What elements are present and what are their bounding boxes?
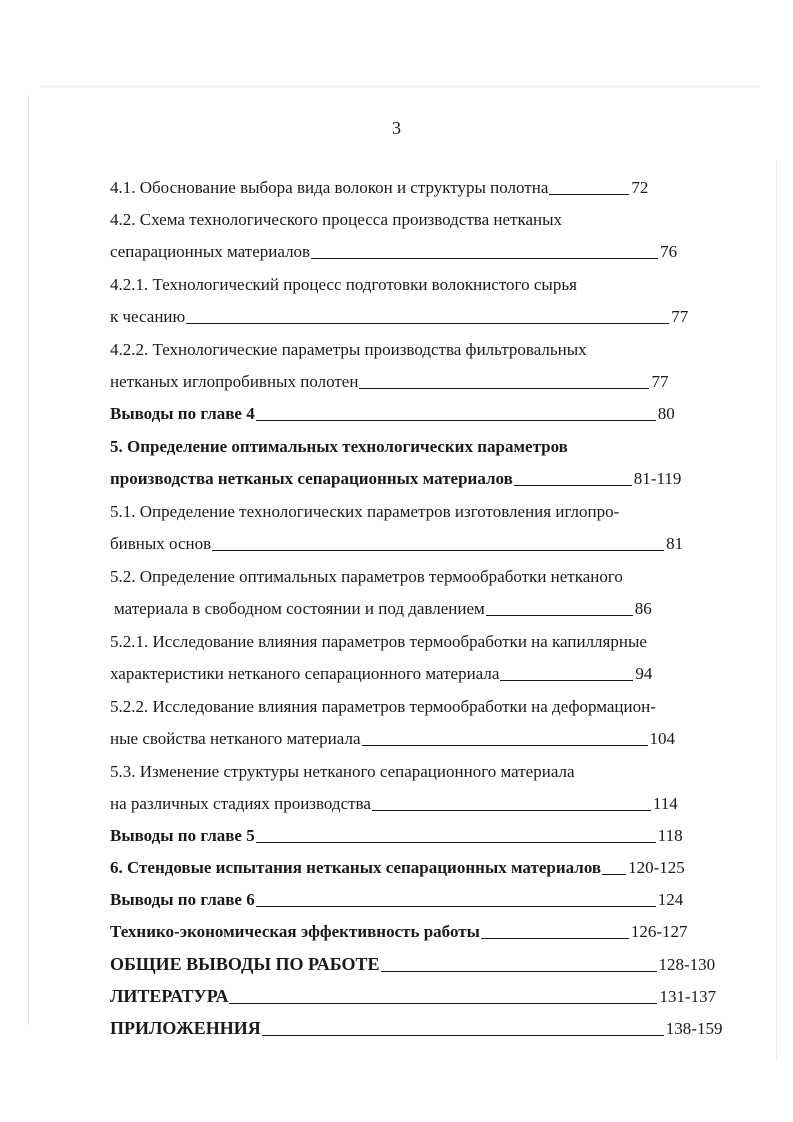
toc-entry-title: Технико-экономическая эффективность работы <box>110 922 480 941</box>
toc-entry-page: 128-130 <box>658 955 716 974</box>
toc-entry-page: 120-125 <box>628 858 685 877</box>
page-number: 3 <box>392 118 401 138</box>
dot-leader <box>256 906 656 907</box>
toc-entry <box>110 403 675 425</box>
toc-entry <box>110 985 716 1008</box>
toc-entry-title: материала в свободном состоянии и под давлением <box>114 599 485 618</box>
dot-leader <box>262 1035 664 1036</box>
toc-entry-title: 4.2. Схема технологического процесса производства нетканых <box>110 210 563 229</box>
dot-leader <box>481 938 629 939</box>
toc-entry-title: нетканых иглопробивных полотен <box>110 372 359 391</box>
dot-leader <box>381 971 657 972</box>
toc-entry <box>110 953 715 976</box>
dot-leader <box>359 388 649 389</box>
toc-entry <box>110 533 683 555</box>
toc-entry-page: 104 <box>649 729 676 748</box>
toc-entry <box>110 468 681 490</box>
toc-entry-page: 124 <box>657 890 684 909</box>
toc-entry <box>110 177 648 199</box>
toc-entry-title: 5.1. Определение технологических параметров изготовления иглопро- <box>110 502 620 521</box>
dot-leader <box>549 194 629 195</box>
toc-entry-title: ПРИЛОЖЕННИЯ <box>110 1018 261 1038</box>
toc-entry-title: 4.2.2. Технологические параметры производства фильтровальных <box>110 340 587 359</box>
toc-entry-title: Выводы по главе 4 <box>110 404 255 423</box>
toc-entry <box>110 793 678 815</box>
toc-entry-title: производства нетканых сепарационных материалов <box>110 469 513 488</box>
dot-leader <box>486 615 633 616</box>
toc-entry-title: 5. Определение оптимальных технологических параметров <box>110 437 568 456</box>
toc-entry-page: 114 <box>652 794 678 813</box>
toc-entry-title: на различных стадиях производства <box>110 794 371 813</box>
toc-entry-page: 77 <box>671 307 689 326</box>
toc-entry-page: 81 <box>666 534 684 553</box>
dot-leader <box>372 810 651 811</box>
toc-entry <box>110 241 677 263</box>
dot-leader <box>362 745 648 746</box>
toc-entry-title: 6. Стендовые испытания нетканых сепарационных материалов <box>110 858 602 877</box>
toc-entry <box>110 598 652 620</box>
dot-leader <box>186 323 669 324</box>
toc-entry <box>110 889 683 911</box>
toc-entry-page: 77 <box>651 372 669 391</box>
toc-entry <box>110 306 688 328</box>
toc-entry-title: характеристики нетканого сепарационного материала <box>110 664 500 683</box>
toc-entry-title: 5.2.2. Исследование влияния параметров термообработки на деформацион- <box>110 697 656 716</box>
toc-entry-title: сепарационных материалов <box>110 242 311 261</box>
toc-entry-title: ные свойства нетканого материала <box>110 729 361 748</box>
dot-leader <box>602 874 626 875</box>
toc-entry <box>110 857 685 879</box>
toc-entry-title: Выводы по главе 5 <box>110 826 255 845</box>
toc-entry-title: 5.3. Изменение структуры нетканого сепарационного материала <box>110 762 575 781</box>
toc-entry <box>110 921 688 943</box>
toc-entry-page: 131-137 <box>659 987 717 1006</box>
toc-entry-page: 118 <box>657 826 683 845</box>
toc-entry <box>110 728 675 750</box>
dot-leader <box>256 420 656 421</box>
toc-entry-page: 126-127 <box>630 922 688 941</box>
toc-entry <box>110 371 668 393</box>
toc-entry-title: ЛИТЕРАТУРА <box>110 986 229 1006</box>
toc-entry <box>110 1017 722 1040</box>
toc-entry-title: к чесанию <box>110 307 186 326</box>
toc-entry-page: 81-119 <box>633 469 682 488</box>
toc-entry-title: 5.2.1. Исследование влияния параметров термообработки на капиллярные <box>110 632 647 651</box>
toc-entry-title: 4.1. Обоснование выбора вида волокон и структуры полотна <box>110 178 549 197</box>
toc-entry-title: 4.2.1. Технологический процесс подготовки волокнистого сырья <box>110 275 577 294</box>
toc-entry-title: ОБЩИЕ ВЫВОДЫ ПО РАБОТЕ <box>110 954 380 974</box>
toc-entry-title: 5.2. Определение оптимальных параметров термообработки нетканого <box>110 567 623 586</box>
toc-entry-page: 86 <box>634 599 652 618</box>
dot-leader <box>514 485 632 486</box>
toc-entry <box>110 825 683 847</box>
toc-entry-title: бивных основ <box>110 534 212 553</box>
dot-leader <box>311 258 658 259</box>
toc-entry-page: 138-159 <box>665 1019 723 1038</box>
toc-entry-page: 94 <box>635 664 653 683</box>
toc-entry <box>110 663 652 685</box>
dot-leader <box>212 550 664 551</box>
dot-leader <box>229 1003 657 1004</box>
dot-leader <box>256 842 656 843</box>
toc-entry-page: 80 <box>657 404 675 423</box>
dot-leader <box>500 680 633 681</box>
toc-entry-page: 76 <box>660 242 678 261</box>
toc-entry-title: Выводы по главе 6 <box>110 890 255 909</box>
toc-entry-page: 72 <box>631 178 649 197</box>
